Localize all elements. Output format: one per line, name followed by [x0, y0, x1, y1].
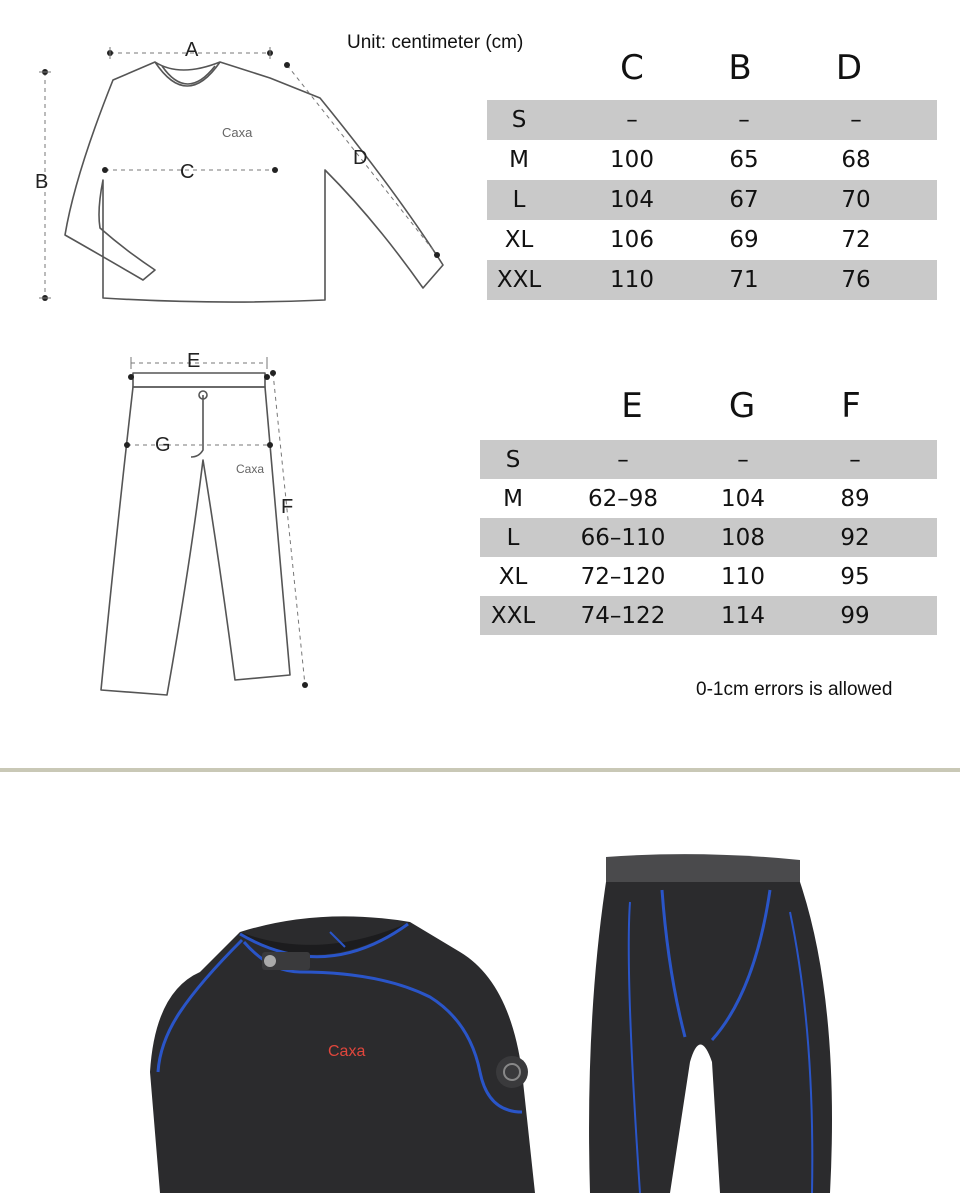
table-cell: 68 — [841, 147, 871, 173]
table-cell: 114 — [721, 603, 765, 629]
table-cell: 74–122 — [580, 603, 666, 629]
error-note: 0-1cm errors is allowed — [696, 679, 893, 700]
table-cell: 71 — [729, 267, 759, 293]
size-label: L — [506, 525, 520, 551]
shirt-label-a: A — [185, 39, 199, 61]
table-cell: – — [737, 447, 749, 473]
table-cell: 99 — [840, 603, 870, 629]
shirt-brand-print: Caxa — [328, 1043, 366, 1060]
size-label: S — [505, 447, 521, 473]
size-label: XL — [504, 227, 534, 253]
table-cell: 72–120 — [580, 564, 666, 590]
table-cell: 104 — [721, 486, 765, 512]
table-row — [480, 518, 937, 557]
table-row — [480, 596, 937, 635]
table-cell: 72 — [841, 227, 871, 253]
table-cell: 106 — [610, 227, 654, 253]
pants-diagram — [95, 345, 330, 705]
unit-note: Unit: centimeter (cm) — [347, 32, 524, 53]
product-photo — [0, 772, 960, 1193]
table-row — [487, 140, 937, 180]
shirt-label-b: B — [35, 171, 49, 193]
table-cell: – — [850, 107, 862, 133]
table-row — [480, 557, 937, 596]
size-label: S — [511, 107, 527, 133]
bottom-col-header-e: E — [621, 386, 643, 426]
table-cell: 67 — [729, 187, 759, 213]
table-row — [487, 180, 937, 220]
table-cell: 66–110 — [580, 525, 666, 551]
table-cell: 108 — [721, 525, 765, 551]
top-col-header-b: B — [728, 48, 752, 88]
table-cell: 95 — [840, 564, 870, 590]
table-row — [480, 440, 937, 479]
table-cell: 65 — [729, 147, 759, 173]
table-cell: 110 — [721, 564, 765, 590]
table-cell: 62–98 — [587, 486, 659, 512]
size-label: M — [509, 147, 529, 173]
table-row — [487, 220, 937, 260]
bottom-col-header-f: F — [841, 386, 861, 426]
top-col-header-d: D — [835, 48, 863, 88]
table-cell: – — [626, 107, 638, 133]
pants-label-f: F — [281, 496, 294, 518]
size-label: XL — [498, 564, 528, 590]
top-size-table — [487, 48, 937, 304]
pants-label-g: G — [155, 434, 171, 456]
table-cell: 104 — [610, 187, 654, 213]
bottom-size-table — [480, 386, 937, 636]
bottom-col-header-g: G — [728, 386, 756, 426]
table-row — [487, 100, 937, 140]
size-label: XXL — [490, 603, 536, 629]
table-cell: 69 — [729, 227, 759, 253]
table-row — [487, 260, 937, 300]
size-label: L — [512, 187, 526, 213]
shirt-diagram — [25, 30, 455, 320]
shirt-label-c: C — [180, 161, 195, 183]
pants-brand-logo: Caxa — [236, 462, 265, 476]
shirt-brand-logo: Caxa — [222, 125, 253, 140]
table-cell: – — [738, 107, 750, 133]
table-row — [480, 479, 937, 518]
table-cell: 110 — [610, 267, 654, 293]
table-cell: 92 — [840, 525, 870, 551]
table-cell: 89 — [840, 486, 870, 512]
size-label: M — [503, 486, 523, 512]
table-cell: – — [849, 447, 861, 473]
pants-label-e: E — [187, 350, 201, 372]
size-label: XXL — [496, 267, 542, 293]
table-cell: 76 — [841, 267, 871, 293]
top-col-header-c: C — [620, 48, 644, 88]
shirt-label-d: D — [353, 147, 368, 169]
table-cell: – — [617, 447, 629, 473]
table-cell: 70 — [841, 187, 871, 213]
table-cell: 100 — [610, 147, 654, 173]
